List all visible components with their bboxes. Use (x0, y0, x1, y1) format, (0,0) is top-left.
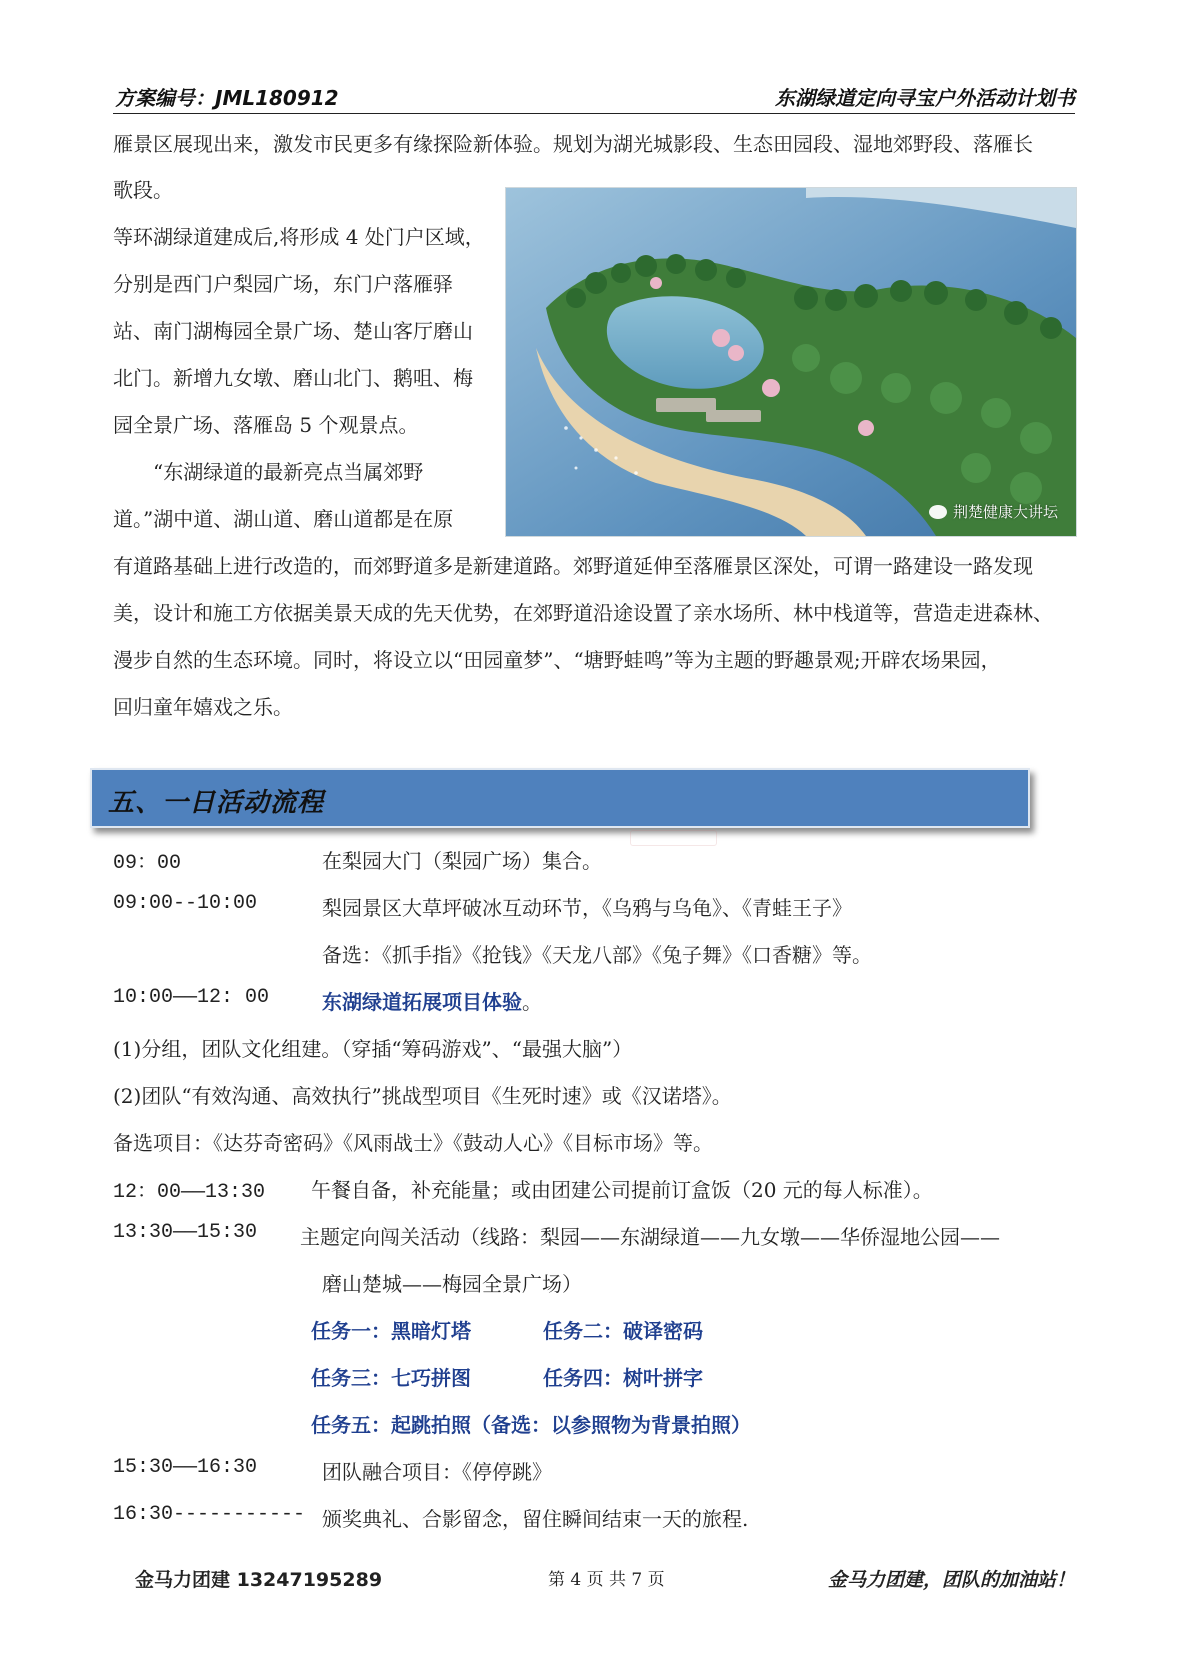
highlight-text: 东湖绿道拓展项目体验 (322, 990, 522, 1014)
side-text-line: 北门。新增九女墩、磨山北门、鹅咀、梅 (113, 366, 473, 390)
schedule-desc: 磨山楚城——梅园全景广场） (322, 1272, 582, 1296)
side-text-line: 等环湖绿道建成后,将形成 4 处门户区域， (113, 225, 485, 249)
schedule-subitem: (2)团队“有效沟通、高效执行”挑战型项目《生死时速》或《汉诺塔》。 (113, 1084, 732, 1108)
footer-page-number: 第 4 页 共 7 页 (548, 1570, 665, 1590)
side-text-line: “东湖绿道的最新亮点当属郊野 (113, 460, 424, 484)
body-text-line: 有道路基础上进行改造的，而郊野道多是新建道路。郊野道延伸至落雁景区深处，可谓一路建设一路发现 (113, 554, 1033, 578)
section-heading-bar (90, 768, 1030, 828)
side-text-line: 园全景广场、落雁岛 5 个观景点。 (113, 413, 419, 437)
schedule-time: 10:00——12: 00 (113, 986, 270, 1009)
side-text-line: 分别是西门户梨园广场，东门户落雁驿 (113, 272, 453, 296)
schedule-subitem: (1)分组，团队文化组建。（穿插“筹码游戏”、“最强大脑”） (113, 1037, 633, 1061)
schedule-desc: 颁奖典礼、合影留念，留住瞬间结束一天的旅程. (322, 1507, 749, 1531)
body-text-line: 漫步自然的生态环境。同时，将设立以“田园童梦”、“塘野蛙鸣”等为主题的野趣景观;开辟农场果园， (113, 648, 1001, 672)
faint-stamp (630, 830, 717, 846)
photo-watermark: 荆楚健康大讲坛 (929, 501, 1058, 522)
intro-line: 歌段。 (113, 178, 173, 202)
intro-line: 雁景区展现出来，激发市民更多有缘探险新体验。规划为湖光城影段、生态田园段、湿地郊野段、落雁长 (113, 132, 1033, 156)
header-plan-number: 方案编号：JML180912 (115, 86, 339, 110)
task-item: 任务一：黑暗灯塔 (311, 1319, 471, 1343)
footer-contact: 金马力团建 13247195289 (135, 1569, 383, 1591)
schedule-time: 09：00 (113, 852, 182, 875)
schedule-desc: 午餐自备，补充能量；或由团建公司提前订盒饭（20 元的每人标准）。 (311, 1178, 933, 1202)
schedule-time: 09:00--10:00 (113, 892, 258, 915)
wechat-icon (929, 505, 947, 519)
side-text-line: 站、南门湖梅园全景广场、楚山客厅磨山 (113, 319, 473, 343)
schedule-desc: 梨园景区大草坪破冰互动环节，《乌鸦与乌龟》、《青蛙王子》 (322, 896, 852, 920)
task-item: 任务五：起跳拍照（备选：以参照物为背景拍照） (311, 1413, 751, 1437)
schedule-desc: 主题定向闯关活动（线路：梨园——东湖绿道——九女墩——华侨湿地公园—— (300, 1225, 1000, 1249)
footer-slogan: 金马力团建，团队的加油站！ (827, 1569, 1075, 1591)
section-title: 五、一日活动流程 (108, 788, 325, 818)
schedule-time: 16:30----------- (113, 1503, 306, 1526)
schedule-time: 13:30——15:30 (113, 1221, 258, 1244)
header-document-title: 东湖绿道定向寻宝户外活动计划书 (775, 86, 1075, 110)
greenway-aerial-photo (505, 187, 1077, 537)
task-item: 任务三：七巧拼图 (311, 1366, 471, 1390)
schedule-desc: 团队融合项目：《停停跳》 (322, 1460, 552, 1484)
task-item: 任务二：破译密码 (543, 1319, 703, 1343)
header-divider (113, 113, 1075, 114)
schedule-alternatives: 备选：《抓手指》《抢钱》《天龙八部》《兔子舞》《口香糖》等。 (322, 943, 872, 967)
schedule-time: 15:30——16:30 (113, 1456, 258, 1479)
schedule-desc: 东湖绿道拓展项目体验。 (322, 990, 542, 1014)
schedule-subitem: 备选项目：《达芬奇密码》《风雨战士》《鼓动人心》《目标市场》等。 (113, 1131, 713, 1155)
body-text-line: 回归童年嬉戏之乐。 (113, 695, 293, 719)
side-text-line: 道。”湖中道、湖山道、磨山道都是在原 (113, 507, 454, 531)
task-item: 任务四：树叶拼字 (543, 1366, 703, 1390)
schedule-desc: 在梨园大门（梨园广场）集合。 (322, 849, 602, 873)
schedule-time: 12：00——13:30 (113, 1181, 266, 1204)
body-text-line: 美，设计和施工方依据美景天成的先天优势，在郊野道沿途设置了亲水场所、林中栈道等，营造走进森林、 (113, 601, 1053, 625)
